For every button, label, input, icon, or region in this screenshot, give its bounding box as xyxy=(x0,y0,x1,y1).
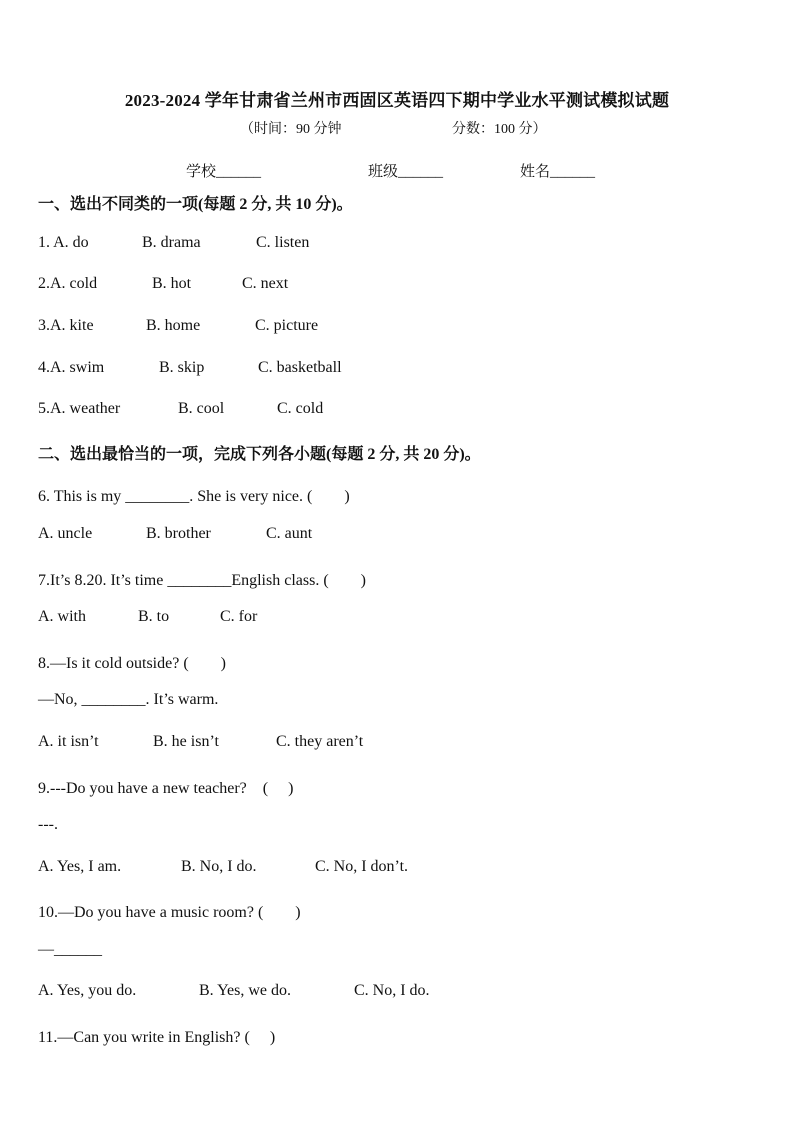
question-2 xyxy=(38,275,288,293)
option-a: 1. A. do xyxy=(38,234,89,251)
option-c: C. No, I do. xyxy=(354,982,430,999)
section-1-heading: 一、选出不同类的一项(每题 2 分, 共 10 分)。 xyxy=(38,196,353,213)
option-a: A. Yes, I am. xyxy=(38,858,122,875)
option-b: B. to xyxy=(138,608,170,625)
question-10-reply: —______ xyxy=(38,941,102,958)
option-b: B. Yes, we do. xyxy=(199,982,292,999)
question-4 xyxy=(38,359,342,377)
question-8-options xyxy=(38,733,363,751)
question-6: 6. This is my ________. She is very nice. ( ) xyxy=(38,488,350,505)
option-a: 3.A. kite xyxy=(38,317,94,334)
question-6-options xyxy=(38,525,312,543)
question-1 xyxy=(38,234,309,252)
question-10-options xyxy=(38,982,430,1000)
question-9: 9.---Do you have a new teacher? ( ) xyxy=(38,780,294,797)
option-a: A. uncle xyxy=(38,525,93,542)
question-11: 11.—Can you write in English? ( ) xyxy=(38,1029,276,1046)
question-10: 10.—Do you have a music room? ( ) xyxy=(38,904,301,921)
name-field: 姓名______ xyxy=(520,164,596,180)
section-2-heading: 二、选出最恰当的一项，完成下列各小题(每题 2 分, 共 20 分)。 xyxy=(38,446,481,463)
option-a: A. Yes, you do. xyxy=(38,982,137,999)
option-b: B. he isn’t xyxy=(153,733,219,750)
option-a: A. with xyxy=(38,608,86,625)
option-b: B. hot xyxy=(152,275,192,292)
option-c: C. for xyxy=(220,608,258,625)
option-c: C. aunt xyxy=(266,525,313,542)
option-c: C. they aren’t xyxy=(276,733,364,750)
option-c: C. No, I don’t. xyxy=(315,858,409,875)
option-a: A. it isn’t xyxy=(38,733,99,750)
question-9-reply: ---. xyxy=(38,816,58,833)
class-field: 班级______ xyxy=(368,164,444,180)
question-5 xyxy=(38,400,323,418)
option-b: B. No, I do. xyxy=(181,858,257,875)
question-8-reply: —No, ________. It’s warm. xyxy=(38,691,219,708)
option-b: B. home xyxy=(146,317,201,334)
option-a: 5.A. weather xyxy=(38,400,121,417)
page-title: 2023-2024 学年甘肃省兰州市西固区英语四下期中学业水平测试模拟试题 xyxy=(124,91,670,110)
option-c: C. cold xyxy=(277,400,324,417)
option-b: B. drama xyxy=(142,234,201,251)
school-field: 学校______ xyxy=(186,164,262,180)
question-9-options xyxy=(38,858,408,876)
option-c: C. picture xyxy=(255,317,319,334)
option-a: 2.A. cold xyxy=(38,275,98,292)
option-b: B. cool xyxy=(178,400,225,417)
option-b: B. brother xyxy=(146,525,211,542)
exam-score: 分数：100 分） xyxy=(452,122,547,137)
question-7-options xyxy=(38,608,257,626)
question-7: 7.It’s 8.20. It’s time ________English class. ( ) xyxy=(38,572,366,589)
option-c: C. listen xyxy=(256,234,310,251)
question-3 xyxy=(38,317,318,335)
option-b: B. skip xyxy=(159,359,205,376)
option-c: C. basketball xyxy=(258,359,342,376)
option-c: C. next xyxy=(242,275,289,292)
option-a: 4.A. swim xyxy=(38,359,105,376)
question-8: 8.—Is it cold outside? ( ) xyxy=(38,655,226,672)
exam-time: （时间：90 分钟 xyxy=(240,122,342,137)
